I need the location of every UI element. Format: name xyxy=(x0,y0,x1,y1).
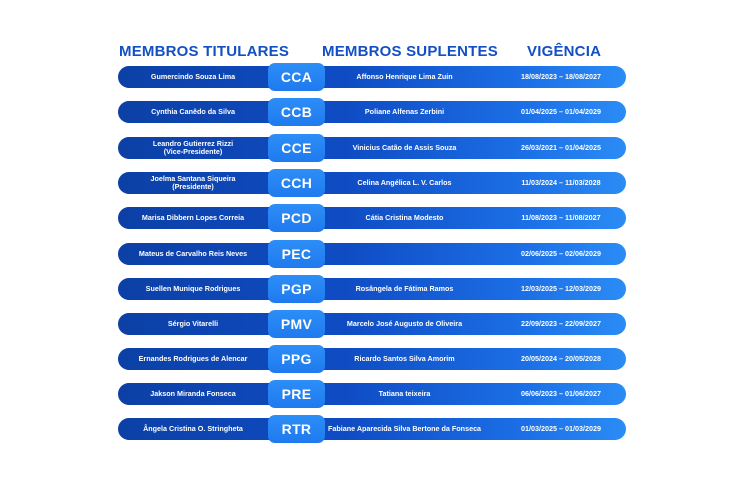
vigencia-period: 01/04/2025 – 01/04/2029 xyxy=(521,106,601,116)
table-row xyxy=(118,278,626,300)
vigencia-period: 26/03/2021 – 01/04/2025 xyxy=(521,142,601,152)
table-row xyxy=(118,172,626,194)
suplente-name: Rosângela de Fátima Ramos xyxy=(355,283,454,293)
titular-name: Leandro Gutierrez Rizzi (Vice-Presidente) xyxy=(152,138,234,156)
department-code: CCB xyxy=(268,98,325,126)
suplente-name: Ricardo Santos Silva Amorim xyxy=(354,353,455,363)
titular-name: Joelma Santana Siqueira (Presidente) xyxy=(150,173,236,191)
vigencia-period: 11/08/2023 – 11/08/2027 xyxy=(521,212,601,222)
suplente-name: Fabiane Aparecida Silva Bertone da Fonseca xyxy=(327,423,482,433)
titular-name: Marisa Dibbern Lopes Correia xyxy=(141,212,245,222)
suplente-name: Tatiana teixeira xyxy=(378,388,431,398)
department-code: PPG xyxy=(268,345,325,373)
suplente-name: Marcelo José Augusto de Oliveira xyxy=(346,318,463,328)
table-row xyxy=(118,313,626,335)
vigencia-period: 18/08/2023 – 18/08/2027 xyxy=(521,71,601,81)
titular-name: Ângela Cristina O. Stringheta xyxy=(143,423,243,433)
suplente-name: Vinicius Catão de Assis Souza xyxy=(352,142,457,152)
suplente-name xyxy=(317,243,492,265)
vigencia-period: 11/03/2024 – 11/03/2028 xyxy=(521,177,601,187)
suplente-name: Poliane Alfenas Zerbini xyxy=(364,106,445,116)
titular-name: Sérgio Vitarelli xyxy=(167,318,219,328)
table-row xyxy=(118,383,626,405)
vigencia-period: 02/06/2025 – 02/06/2029 xyxy=(521,248,601,258)
suplente-name: Affonso Henrique Lima Zuin xyxy=(356,71,453,81)
titular-name: Mateus de Carvalho Reis Neves xyxy=(138,248,248,258)
table-row xyxy=(118,243,626,265)
department-code: PGP xyxy=(268,275,325,303)
department-code: RTR xyxy=(268,415,325,443)
department-code: PMV xyxy=(268,310,325,338)
titular-name: Jakson Miranda Fonseca xyxy=(150,388,236,398)
titular-name: Suellen Munique Rodrigues xyxy=(145,283,241,293)
header-membros-suplentes: MEMBROS SUPLENTES xyxy=(322,43,498,60)
vigencia-period: 22/09/2023 – 22/09/2027 xyxy=(521,318,601,328)
header-membros-titulares: MEMBROS TITULARES xyxy=(119,43,290,60)
vigencia-period: 20/05/2024 – 20/05/2028 xyxy=(521,353,601,363)
table-row xyxy=(118,101,626,123)
table-row xyxy=(118,348,626,370)
titular-name: Gumercindo Souza Lima xyxy=(150,71,236,81)
vigencia-period: 06/06/2023 – 01/06/2027 xyxy=(521,388,601,398)
vigencia-period: 01/03/2025 – 01/03/2029 xyxy=(521,423,601,433)
department-code: CCA xyxy=(268,63,325,91)
table-row xyxy=(118,66,626,88)
department-code: CCH xyxy=(268,169,325,197)
department-code: CCE xyxy=(268,134,325,162)
header-vigencia: VIGÊNCIA xyxy=(527,43,602,60)
department-code: PCD xyxy=(268,204,325,232)
suplente-name: Celina Angélica L. V. Carlos xyxy=(357,177,452,187)
table-row xyxy=(118,418,626,440)
suplente-name: Cátia Cristina Modesto xyxy=(365,212,444,222)
table-row xyxy=(118,137,626,159)
table-row xyxy=(118,207,626,229)
titular-name: Cynthia Canêdo da Silva xyxy=(151,106,235,116)
department-code: PRE xyxy=(268,380,325,408)
vigencia-period: 12/03/2025 – 12/03/2029 xyxy=(521,283,601,293)
department-code: PEC xyxy=(268,240,325,268)
titular-name: Ernandes Rodrigues de Alencar xyxy=(138,353,248,363)
